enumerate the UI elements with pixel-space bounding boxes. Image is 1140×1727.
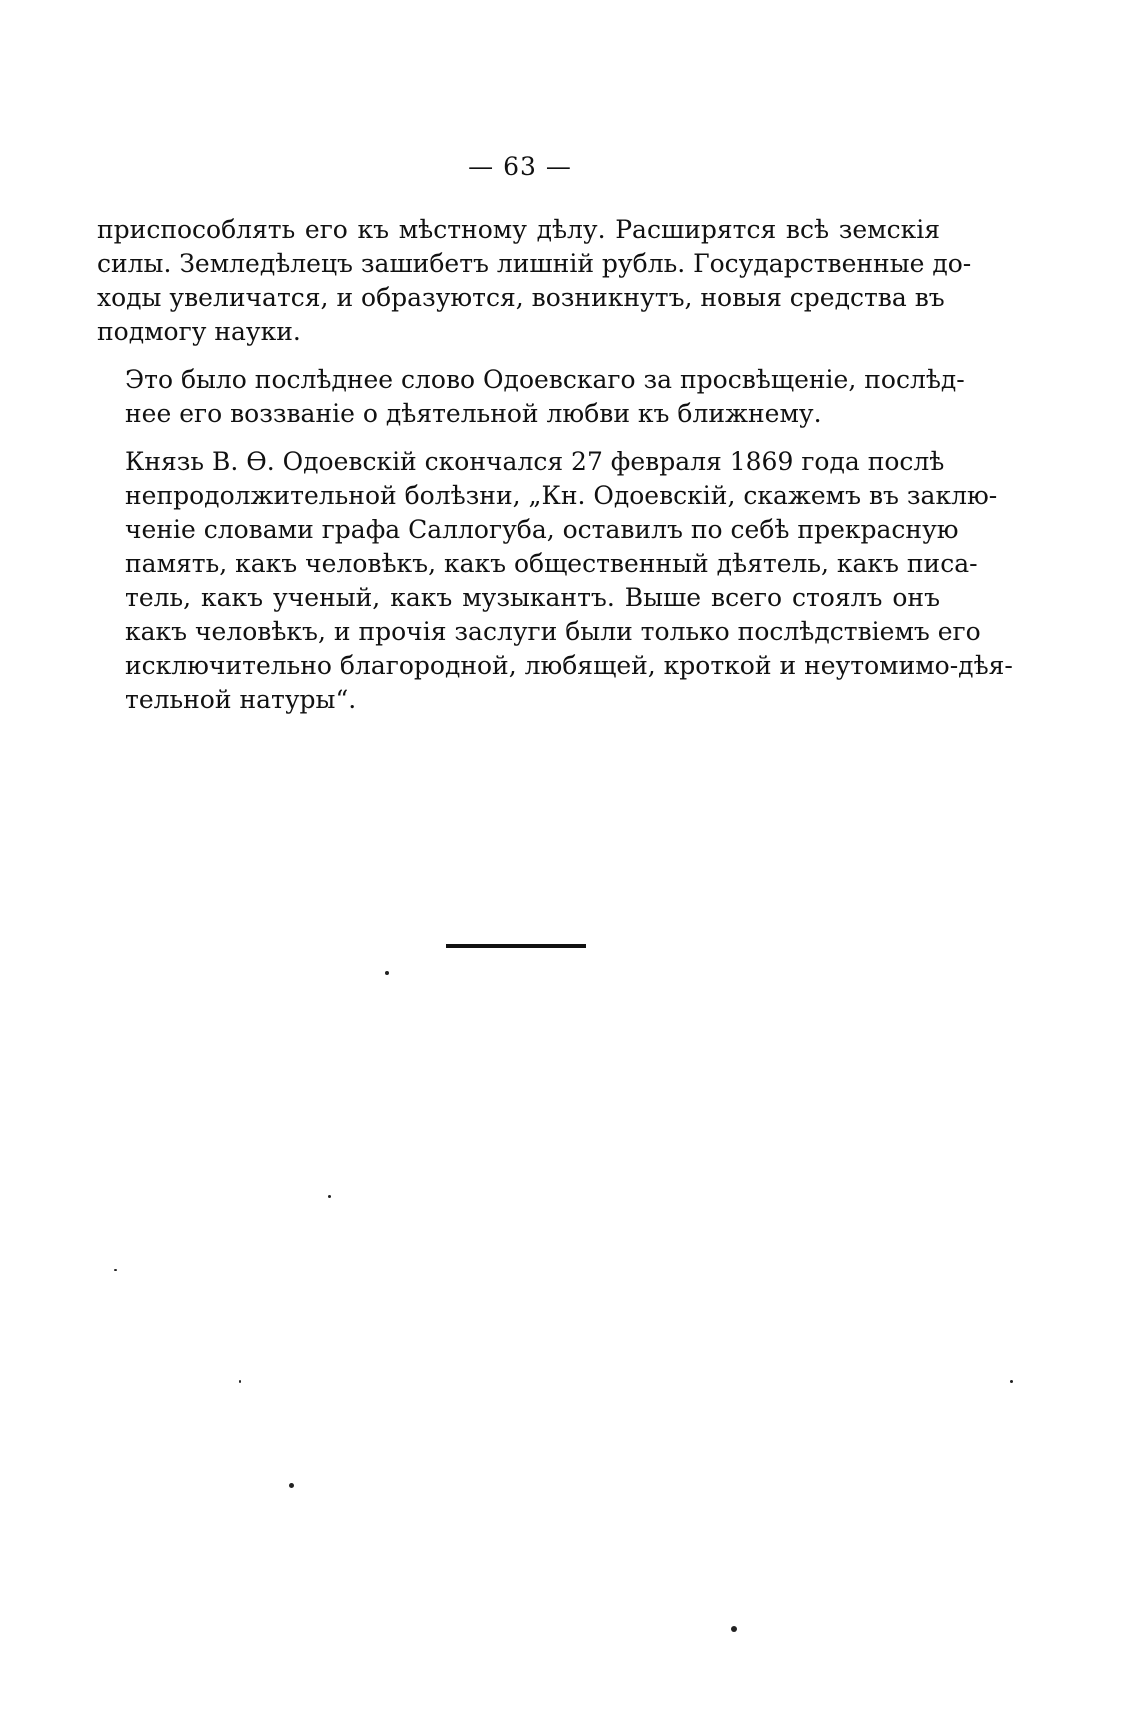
scan-speck	[1010, 1380, 1013, 1383]
text-line: тельной натуры“.	[125, 685, 357, 714]
paragraph-1	[97, 213, 972, 349]
text-line: тель, какъ ученый, какъ музыкантъ. Выше всего стоялъ онъ	[125, 583, 940, 612]
text-line: какъ человѣкъ, и прочія заслуги были только послѣдствіемъ его	[125, 617, 981, 646]
text-line: ченіе словами графа Саллогуба, оставилъ по себѣ прекрасную	[125, 515, 959, 544]
text-line: Это было послѣднее слово Одоевскаго за просвѣщеніе, послѣд-	[125, 365, 965, 394]
scan-speck	[385, 971, 389, 975]
paragraph-3	[97, 445, 1013, 717]
text-line: силы. Земледѣлецъ зашибетъ лишній рубль. Государственные до-	[97, 249, 972, 278]
text-line: непродолжительной болѣзни, „Кн. Одоевскій, скажемъ въ заклю-	[125, 481, 998, 510]
text-line: исключительно благородной, любящей, кроткой и неутомимо-дѣя-	[125, 651, 1013, 680]
text-line: Князь В. Ѳ. Одоевскій скончался 27 февраля 1869 года послѣ	[125, 447, 945, 476]
text-line: приспособлять его къ мѣстному дѣлу. Расширятся всѣ земскія	[97, 215, 940, 244]
scan-speck	[239, 1380, 241, 1383]
page-number: — 63 —	[468, 152, 572, 181]
scan-speck	[731, 1626, 737, 1632]
text-line: ходы увеличатся, и образуются, возникнутъ, новыя средства въ	[97, 283, 945, 312]
text-line: подмогу науки.	[97, 317, 301, 346]
text-line: нее его воззваніе о дѣятельной любви къ ближнему.	[125, 399, 822, 428]
scan-speck	[289, 1483, 294, 1488]
end-rule	[446, 944, 586, 948]
body-text	[97, 213, 1013, 731]
text-line: память, какъ человѣкъ, какъ общественный дѣятель, какъ писа-	[125, 549, 978, 578]
paragraph-2	[97, 363, 965, 431]
scan-speck	[328, 1195, 331, 1198]
scan-speck	[114, 1269, 117, 1271]
